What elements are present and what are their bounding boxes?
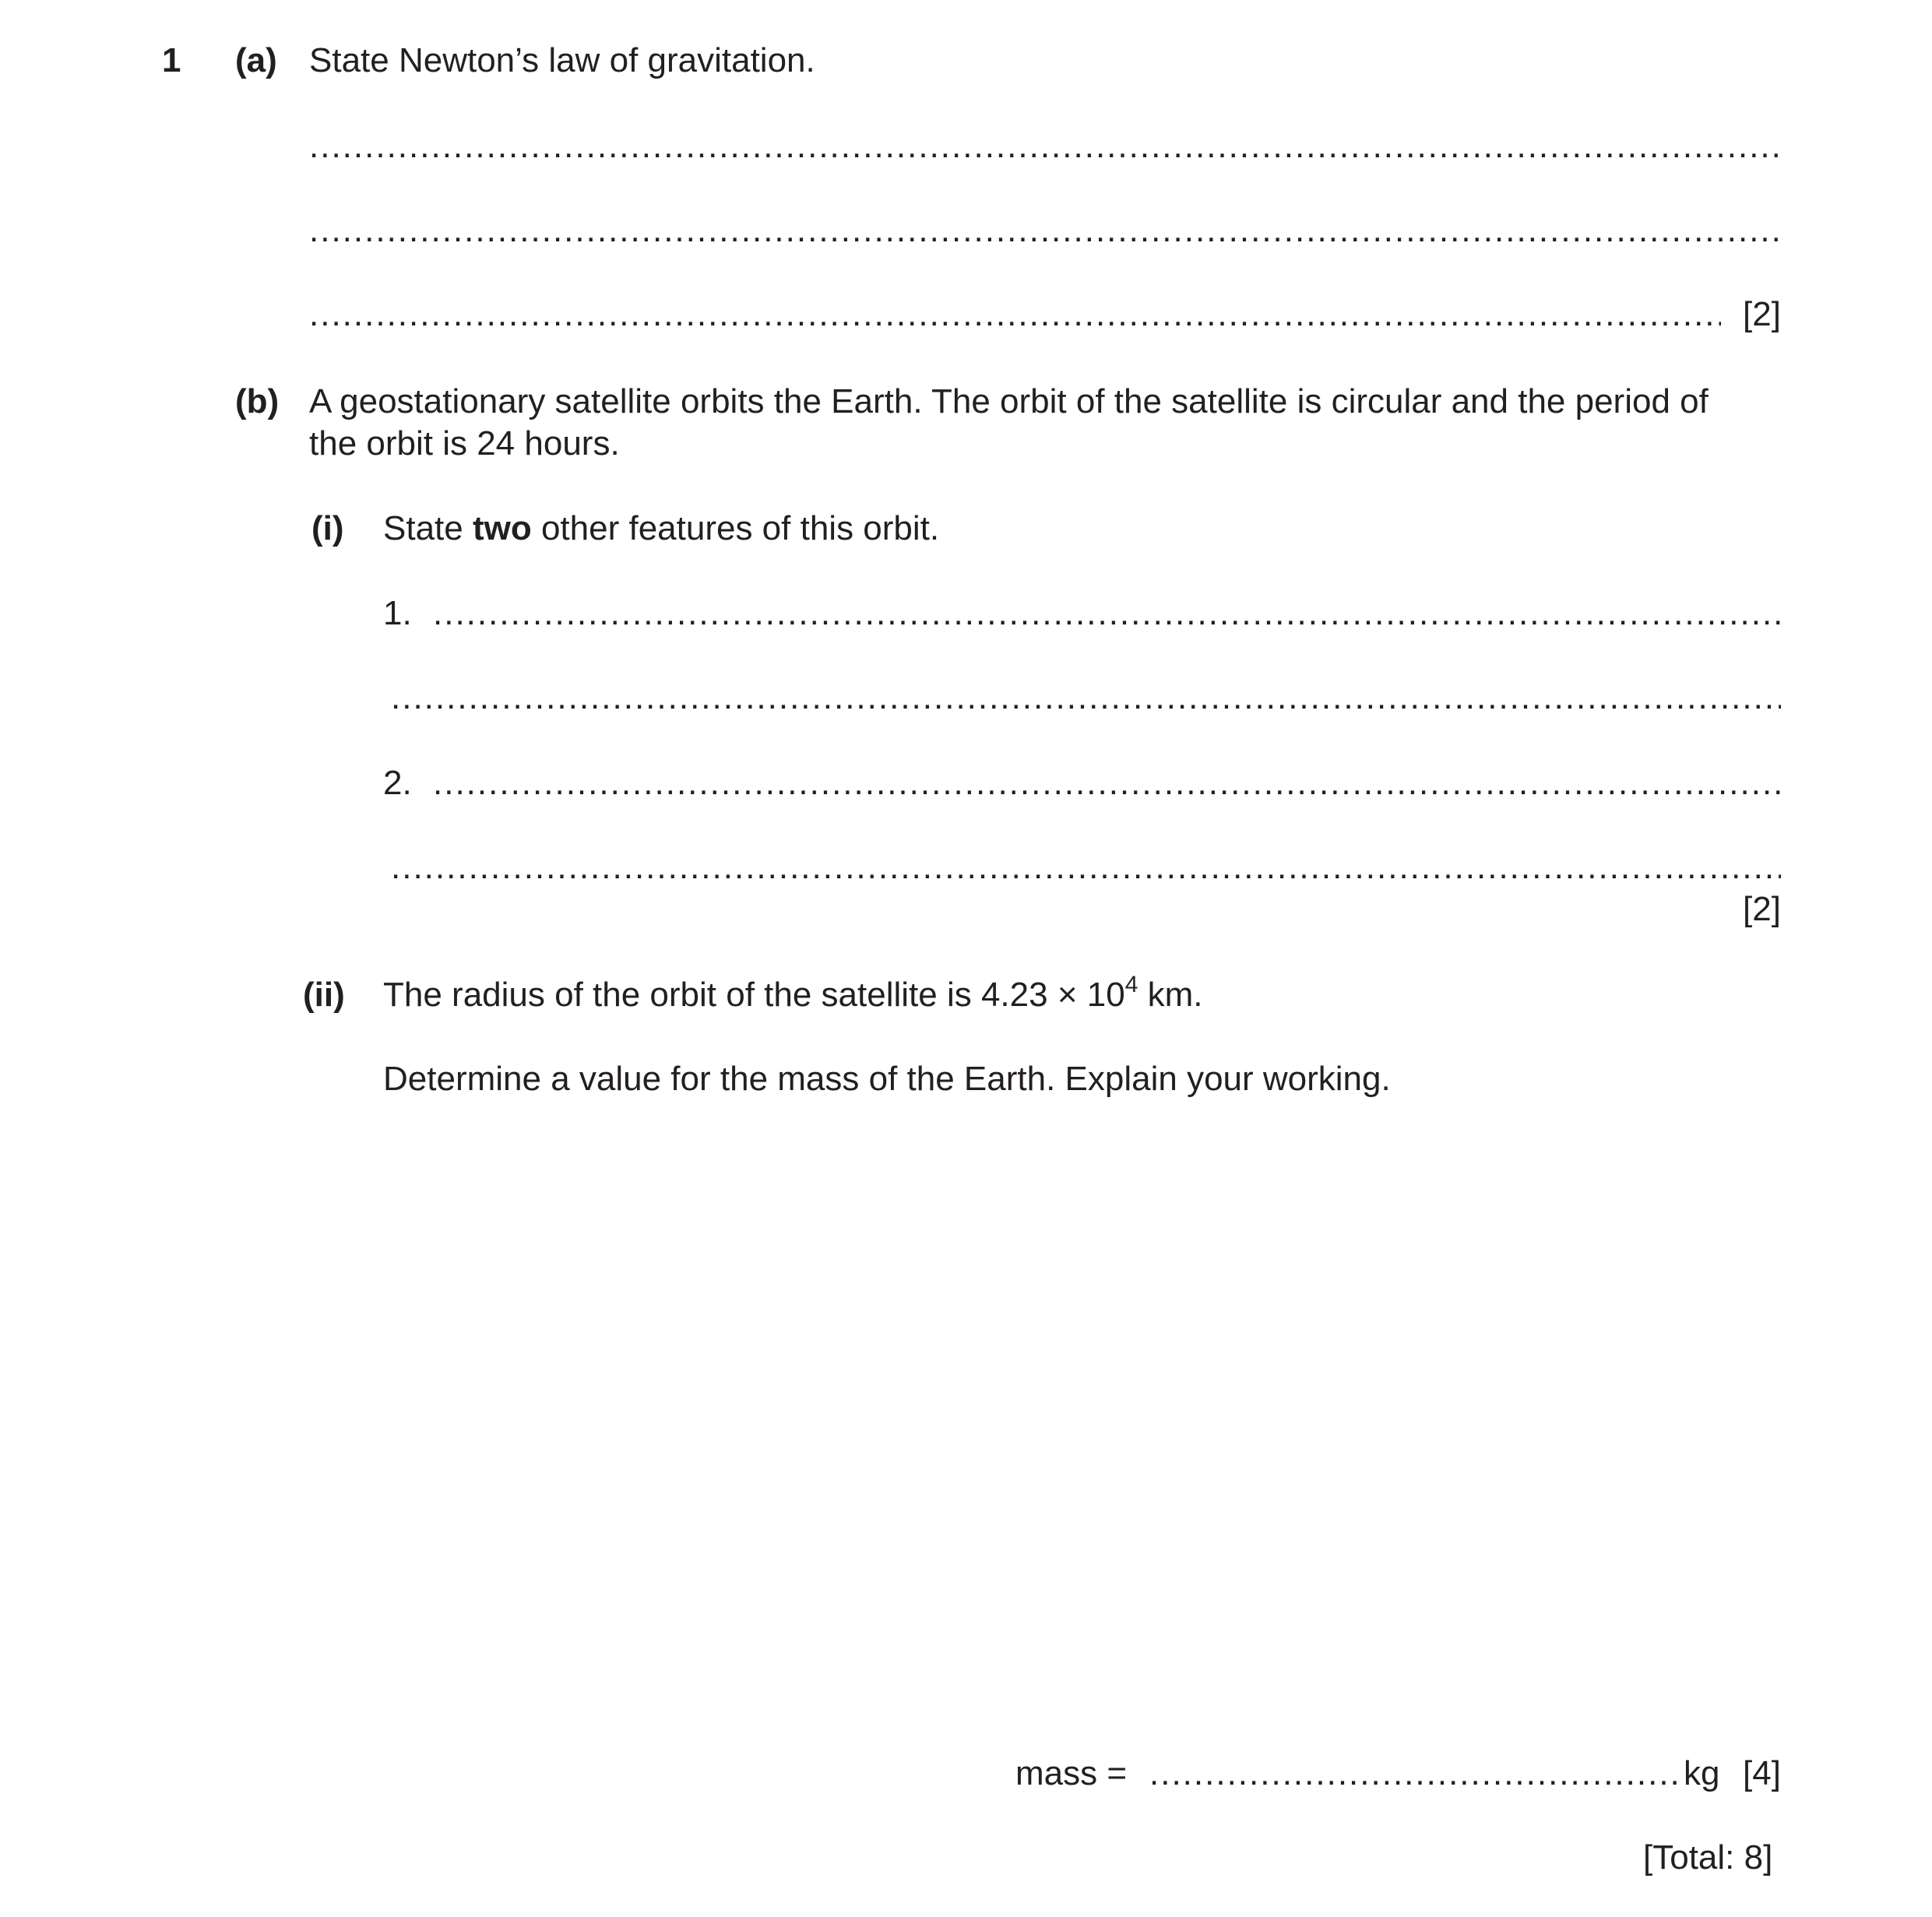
part-b-label: (b) bbox=[235, 382, 280, 420]
part-b-stem-line-2: the orbit is 24 hours. bbox=[309, 424, 620, 463]
part-b-i-marks: [2] bbox=[1743, 890, 1781, 928]
part-b-ii-marks: [4] bbox=[1743, 1754, 1781, 1792]
part-b-stem-line-1: A geostationary satellite orbits the Earth. The orbit of the satellite is circular and the period of bbox=[309, 382, 1709, 420]
feature-2-number: 2. bbox=[383, 764, 412, 802]
feature-1-answer-line-2[interactable] bbox=[391, 677, 1781, 719]
feature-1-number: 1. bbox=[383, 594, 412, 632]
mass-answer-line[interactable] bbox=[1149, 1753, 1679, 1795]
feature-2-answer-line-1[interactable] bbox=[433, 763, 1781, 804]
part-b-i-prompt: State two other features of this orbit. bbox=[383, 509, 940, 547]
part-a-prompt: State Newton’s law of gravitation. bbox=[309, 41, 815, 79]
part-a-answer-line-1[interactable] bbox=[309, 126, 1781, 167]
mass-answer-unit: kg bbox=[1684, 1754, 1720, 1792]
part-a-label: (a) bbox=[235, 41, 277, 79]
part-b-ii-instruction: Determine a value for the mass of the Earth. Explain your working. bbox=[383, 1060, 1391, 1098]
part-a-marks: [2] bbox=[1743, 295, 1781, 333]
part-a-answer-line-2[interactable] bbox=[309, 210, 1781, 251]
feature-2-answer-line-2[interactable] bbox=[391, 847, 1781, 888]
mass-answer-label: mass = bbox=[1015, 1754, 1128, 1792]
question-number: 1 bbox=[162, 41, 181, 79]
part-a-answer-line-3[interactable] bbox=[309, 294, 1721, 336]
part-b-ii-prompt: The radius of the orbit of the satellite is $4.23 \times 10^4$ km. bbox=[383, 972, 1203, 1014]
working-space[interactable] bbox=[383, 1121, 1781, 1729]
part-b-ii-label: (ii) bbox=[303, 976, 345, 1014]
question-total-marks: [Total: 8] bbox=[1643, 1838, 1773, 1877]
feature-1-answer-line-1[interactable] bbox=[433, 593, 1781, 635]
part-b-i-label: (i) bbox=[311, 509, 344, 547]
